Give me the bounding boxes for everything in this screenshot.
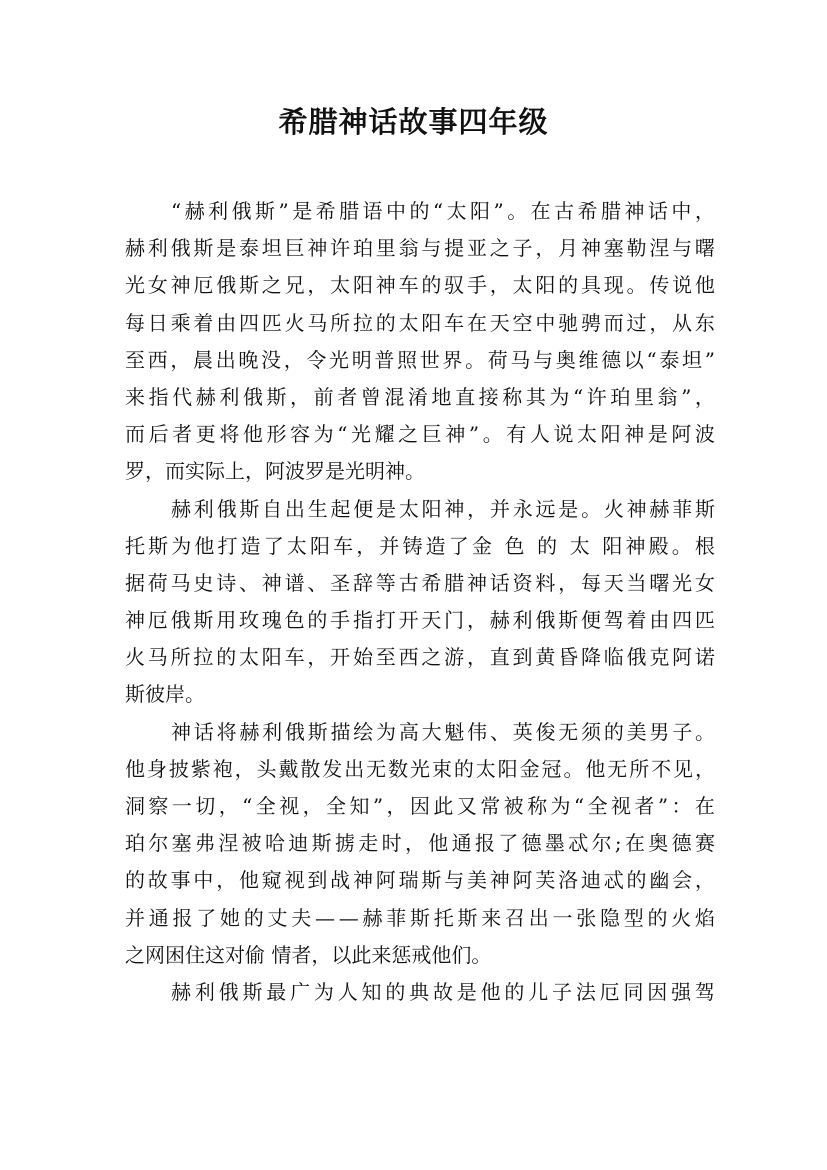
text-line: 托 斯 为 他 打 造 了 太 阳 车 ， 并 铸 造 了 金 色 的 太 阳 神 殿 。 根 [125,533,715,558]
text-line: 每 日 乘 着 由 四 匹 火 马 所 拉 的 太 阳 车 在 天 空 中 驰 骋 而 过 ， 从 东 [125,310,715,335]
text-line: 神 话 将 赫 利 俄 斯 描 绘 为 高 大 魁 伟 、 英 俊 无 须 的 美 男 子 。 [171,719,715,744]
text-line: 据 荷 马 史 诗 、 神 谱 、 圣 辞 等 古 希 腊 神 话 资 料 ， 每 天 当 曙 光 女 [125,570,715,595]
text-line: 来 指 代 赫 利 俄 斯 ， 前 者 曾 混 淆 地 直 接 称 其 为 “ 许 珀 里 翁 ” ， [125,384,715,409]
text-line: 至 西 ， 晨 出 晚 没 ， 令 光 明 普 照 世 界 。 荷 马 与 奥 维 德 以 “ 泰 坦 ” [125,347,715,372]
text-line: 洞 察 一 切 ， “ 全 视 ， 全 知 ” ， 因 此 又 常 被 称 为 “ 全 视 者 ” ： 在 [125,794,715,818]
text-line: 斯彼岸。 [125,682,205,707]
document-body [125,193,715,1011]
text-line: 之网困住这对偷 情者，以此来惩戒他们。 [125,942,492,967]
text-line: 火 马 所 拉 的 太 阳 车 ， 开 始 至 西 之 游 ， 直 到 黄 昏 降 临 俄 克 阿 诺 [125,645,715,670]
text-line: 的 故 事 中 ， 他 窥 视 到 战 神 阿 瑞 斯 与 美 神 阿 芙 洛 迪 忒 的 幽 会 ， [125,868,715,893]
text-line: 他 身 披 紫 袍 ， 头 戴 散 发 出 无 数 光 束 的 太 阳 金 冠 。 他 无 所 不 见 ， [125,756,715,781]
text-line: 珀 尔 塞 弗 涅 被 哈 迪 斯 掳 走 时 ， 他 通 报 了 德 墨 忒 尔 ; 在 奥 德 赛 [125,831,715,856]
text-line: 神 厄 俄 斯 用 玫 瑰 色 的 手 指 打 开 天 门 ， 赫 利 俄 斯 便 驾 着 由 四 匹 [125,608,715,633]
document-title: 希腊神话故事四年级 [278,105,549,139]
text-line: 光 女 神 厄 俄 斯 之 兄 ， 太 阳 神 车 的 驭 手 ， 太 阳 的 具 现 。 传 说 他 [125,273,715,298]
text-line: 而 后 者 更 将 他 形 容 为 “ 光 耀 之 巨 神 ” 。 有 人 说 太 阳 神 是 阿 波 [125,422,715,447]
text-line: 罗，而实际上，阿波罗是光明神。 [125,459,425,484]
text-line: 赫 利 俄 斯 是 泰 坦 巨 神 许 珀 里 翁 与 提 亚 之 子 ， 月 神 塞 勒 涅 与 曙 [125,236,715,261]
text-line: 并 通 报 了 她 的 丈 夫 — — 赫 菲 斯 托 斯 来 召 出 一 张 隐 型 的 火 焰 [125,905,715,930]
text-line: “ 赫 利 俄 斯 ” 是 希 腊 语 中 的 “ 太 阳 ” 。 在 古 希 腊 神 话 中 ， [171,199,715,223]
text-line: 赫 利 俄 斯 自 出 生 起 便 是 太 阳 神 ， 并 永 远 是 。 火 神 赫 菲 斯 [171,496,715,521]
text-line: 赫 利 俄 斯 最 广 为 人 知 的 典 故 是 他 的 儿 子 法 厄 同 因 强 驾 [171,979,715,1004]
